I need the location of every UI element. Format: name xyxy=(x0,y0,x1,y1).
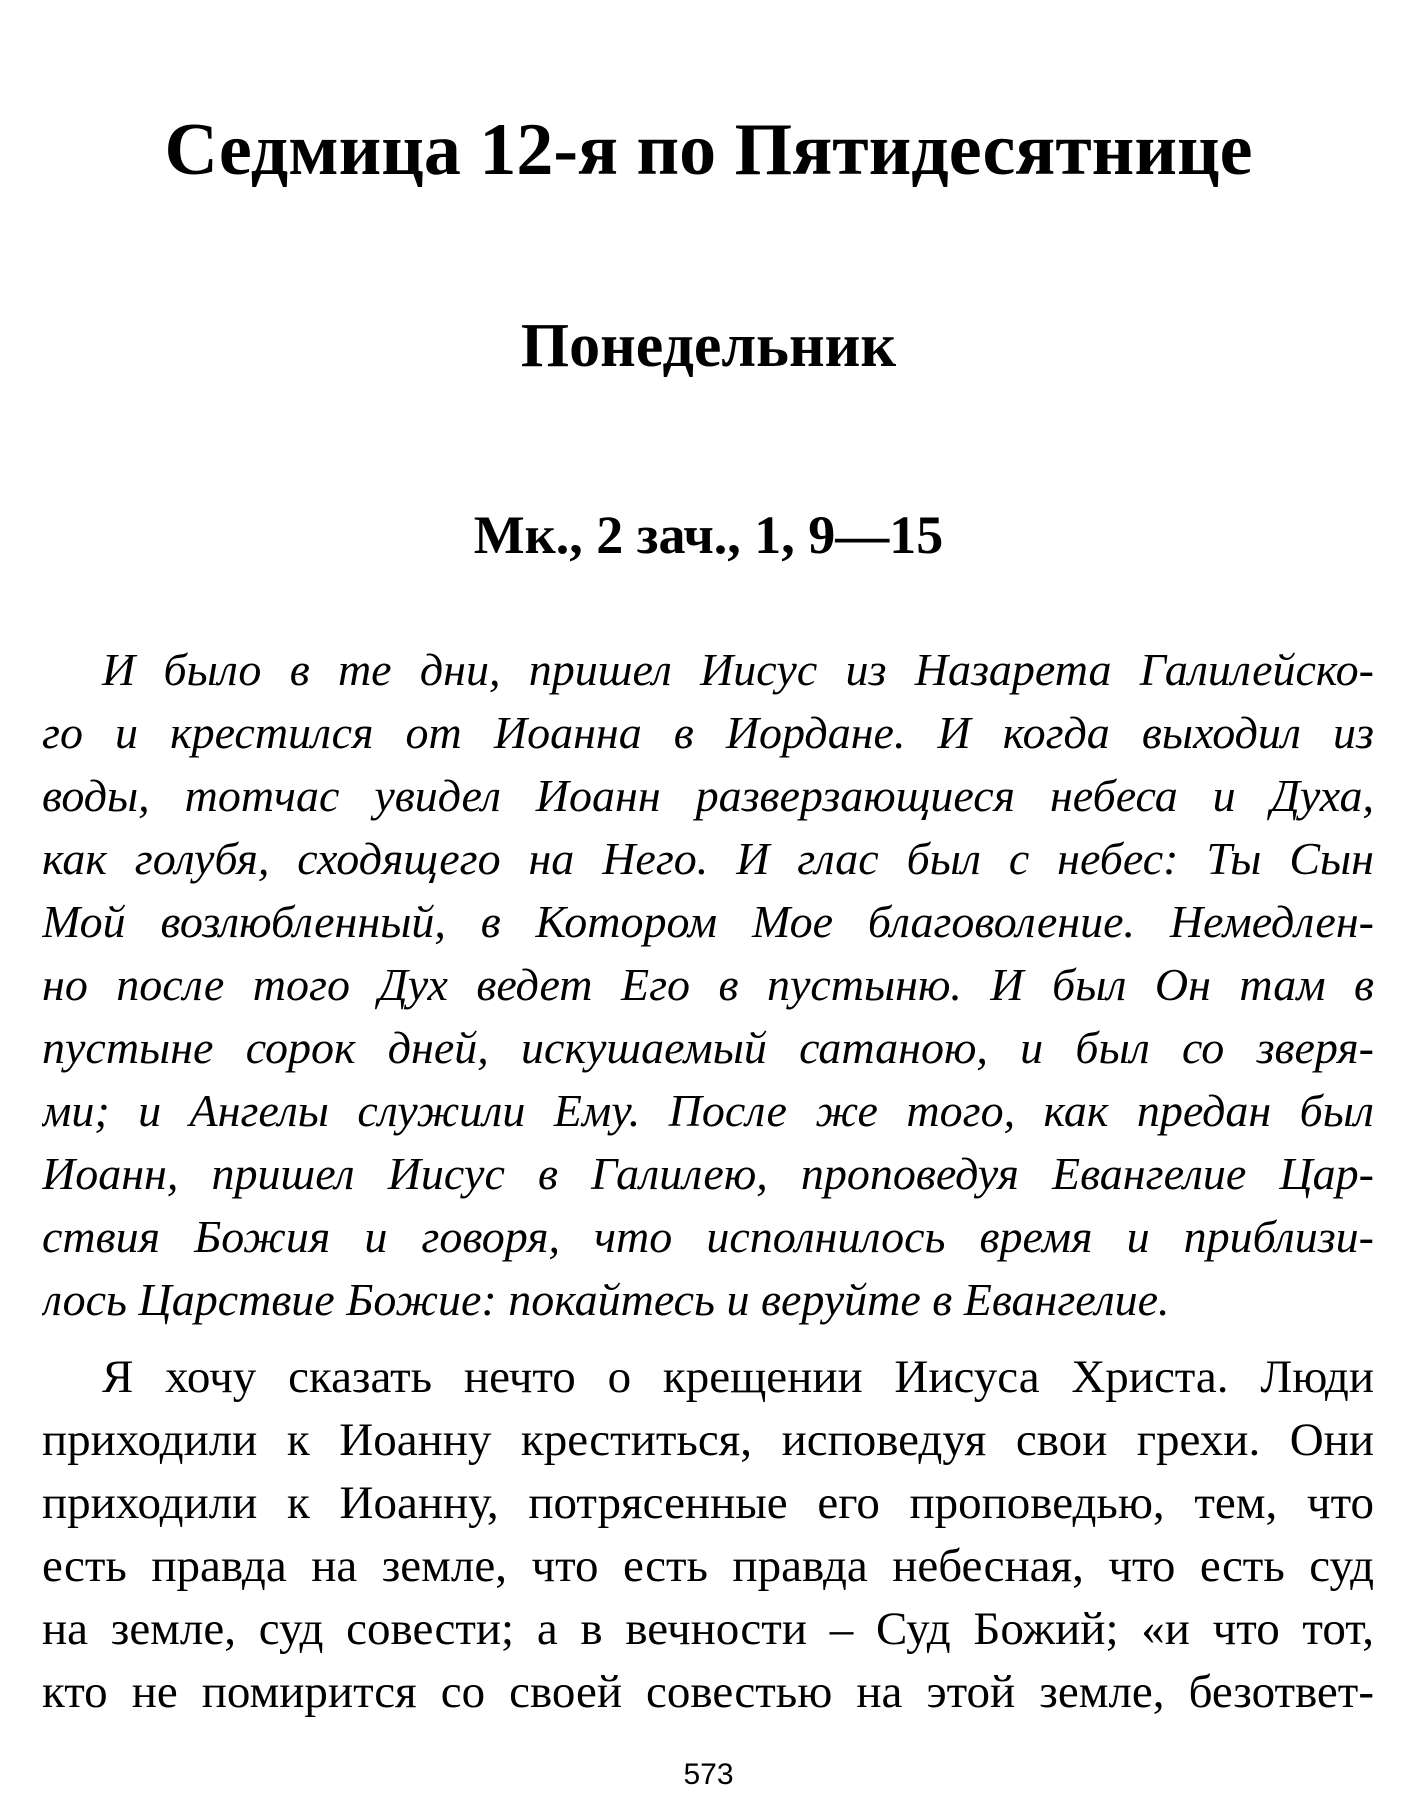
scripture-line: но после того Дух ведет Его в пустыню. И был Он там в xyxy=(42,959,1374,1010)
reading-reference: Мк., 2 зач., 1, 9—15 xyxy=(473,505,944,565)
commentary-text xyxy=(42,1346,1374,1724)
section-heading: Понедельник xyxy=(520,312,897,380)
page-number: 573 xyxy=(683,1758,734,1791)
scripture-line: ми; и Ангелы служили Ему. После же того, как предан был xyxy=(42,1085,1374,1136)
scripture-line: Иоанн, пришел Иисус в Галилею, проповедуя Евангелие Цар- xyxy=(42,1148,1374,1199)
commentary-line: Я хочу сказать нечто о крещении Иисуса Христа. Люди xyxy=(102,1351,1374,1403)
scripture-line: И было в те дни, пришел Иисус из Назарета Галилейско- xyxy=(102,644,1374,695)
commentary-line: кто не помирится со своей совестью на этой земле, безответ- xyxy=(42,1666,1374,1718)
scripture-line: го и крестился от Иоанна в Иордане. И когда выходил из xyxy=(42,707,1374,758)
commentary-line: приходили к Иоанну, потрясенные его проповедью, тем, что xyxy=(42,1477,1374,1529)
scripture-line: пустыне сорок дней, искушаемый сатаною, и был со зверя- xyxy=(42,1022,1374,1073)
scripture-passage xyxy=(42,638,1374,1331)
scripture-line: как голубя, сходящего на Него. И глас был с небес: Ты Сын xyxy=(42,833,1374,884)
page-title: Седмица 12-я по Пятидесятнице xyxy=(164,109,1253,191)
scripture-line: воды, тотчас увидел Иоанн разверзающиеся небеса и Духа, xyxy=(42,770,1374,821)
scripture-line: Мой возлюбленный, в Котором Мое благоволение. Немедлен- xyxy=(42,896,1374,947)
commentary-line: на земле, суд совести; а в вечности – Суд Божий; «и что тот, xyxy=(42,1603,1374,1655)
commentary-line: приходили к Иоанну креститься, исповедуя свои грехи. Они xyxy=(42,1414,1374,1466)
scripture-line: ствия Божия и говоря, что исполнилось время и приблизи- xyxy=(42,1211,1374,1262)
commentary-line: есть правда на земле, что есть правда небесная, что есть суд xyxy=(42,1540,1374,1592)
scripture-line: лось Царствие Божие: покайтесь и веруйте в Евангелие. xyxy=(42,1274,1170,1325)
